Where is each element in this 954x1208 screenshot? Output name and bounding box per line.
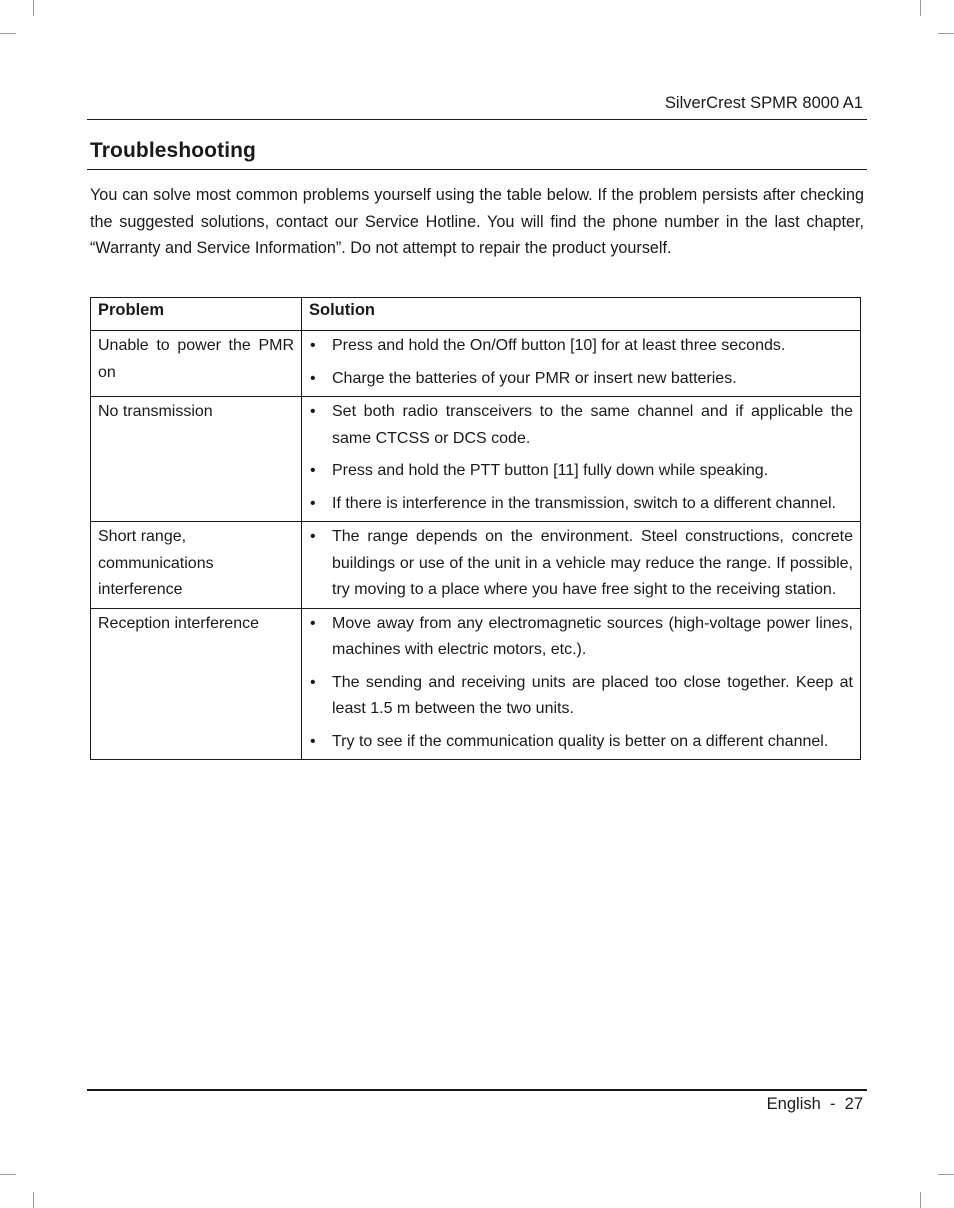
problem-cell: Short range, communications interference: [91, 522, 302, 609]
solution-item: • Press and hold the On/Off button [10] for at least three seconds.: [309, 333, 853, 360]
solution-item: • Press and hold the PTT button [11] fully down while speaking.: [309, 458, 853, 485]
crop-mark: [33, 1192, 34, 1208]
table-row: [91, 397, 861, 522]
bullet-icon: •: [310, 403, 316, 420]
solution-item: • Set both radio transceivers to the same channel and if applicable the same CTCSS or DCS code.: [309, 399, 853, 452]
page-header-product: SilverCrest SPMR 8000 A1: [664, 94, 863, 112]
problem-cell: No transmission: [91, 397, 302, 522]
troubleshooting-table: [90, 297, 861, 760]
bullet-icon: •: [310, 528, 316, 545]
page-number: 27: [844, 1095, 863, 1113]
problem-cell: Unable to power the PMR on: [91, 331, 302, 397]
solution-cell: [302, 331, 861, 397]
solution-item: • If there is interference in the transmission, switch to a different channel.: [309, 491, 853, 518]
crop-mark: [920, 0, 921, 16]
bullet-icon: •: [310, 337, 316, 354]
footer-language: English: [766, 1095, 821, 1113]
problem-cell: Reception interference: [91, 608, 302, 760]
bullet-icon: •: [310, 494, 316, 512]
column-header-problem: Problem: [91, 298, 302, 331]
solution-item: • Move away from any electromagnetic sources (high-voltage power lines, machines with electric motors, etc.).: [309, 611, 853, 664]
bullet-icon: •: [310, 673, 316, 691]
column-header-solution: Solution: [302, 298, 861, 331]
intro-paragraph: You can solve most common problems yourself using the table below. If the problem persists after checking the suggested solutions, contact our Service Hotline. You will find the phone number in the last chapter, “Warranty and Service Information”. Do not attempt to repair the product yourself.: [90, 186, 864, 257]
title-divider: [87, 169, 867, 170]
solution-item: • Try to see if the communication quality is better on a different channel.: [309, 729, 853, 756]
solution-item: • The sending and receiving units are placed too close together. Keep at least 1.5 m between the two units.: [309, 670, 853, 723]
bullet-icon: •: [310, 614, 316, 632]
bullet-icon: •: [310, 369, 316, 387]
solution-item: • Charge the batteries of your PMR or insert new batteries.: [309, 366, 853, 393]
bullet-icon: •: [310, 732, 316, 750]
table-row: [91, 522, 861, 609]
header-divider: [87, 119, 867, 120]
bullet-icon: •: [310, 462, 316, 479]
table-row: [91, 608, 861, 760]
page-title: Troubleshooting: [90, 139, 256, 162]
solution-cell: [302, 397, 861, 522]
solution-cell: [302, 608, 861, 760]
crop-mark: [0, 33, 16, 34]
solution-cell: [302, 522, 861, 609]
crop-mark: [33, 0, 34, 16]
page-footer: [767, 1095, 863, 1114]
crop-mark: [938, 1174, 954, 1175]
table-row: [91, 331, 861, 397]
solution-item: • The range depends on the environment. Steel constructions, concrete buildings or use of the unit in a vehicle may reduce the range. If possible, try moving to a place where you have free sight to the receiving station.: [309, 524, 853, 604]
crop-mark: [0, 1174, 16, 1175]
crop-mark: [920, 1192, 921, 1208]
footer-divider: [87, 1089, 867, 1091]
crop-mark: [938, 33, 954, 34]
footer-separator: -: [829, 1095, 836, 1113]
table-header-row: [91, 298, 861, 331]
